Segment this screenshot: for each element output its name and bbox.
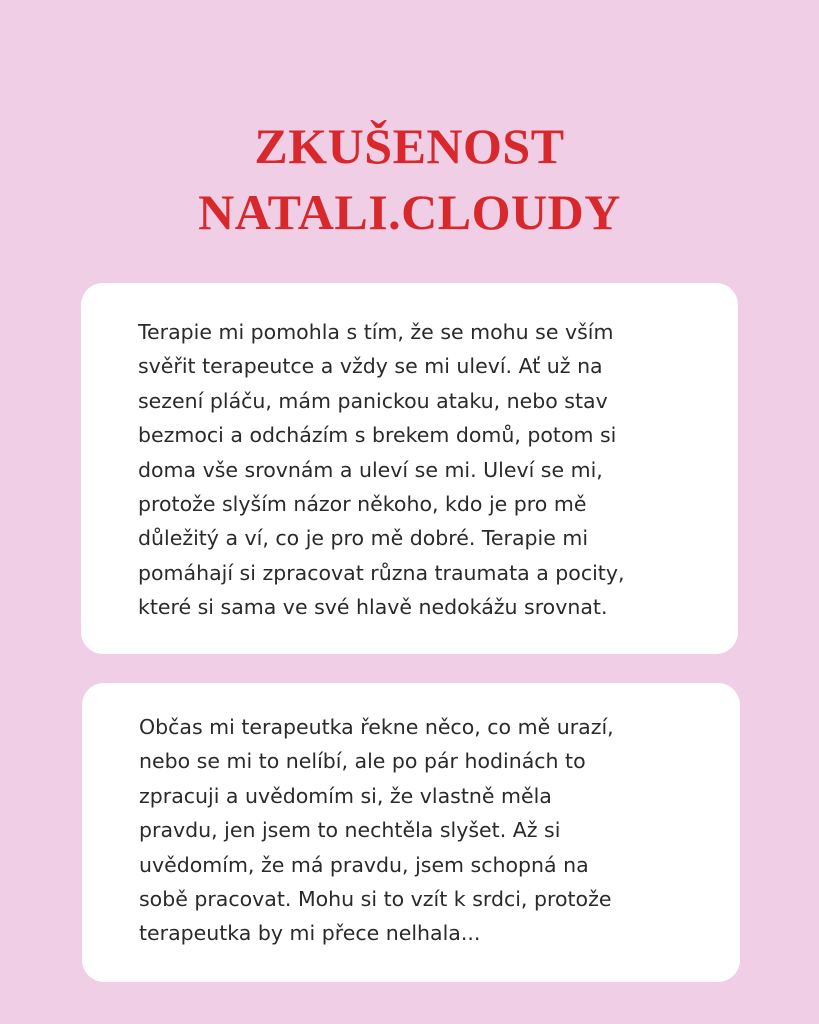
testimonial-card-2	[82, 683, 740, 982]
page-title	[0, 113, 819, 245]
testimonial-text-1: Terapie mi pomohla s tím, že se mohu se vším svěřit terapeutce a vždy se mi uleví. Ať už na sezení pláču, mám panickou ataku, nebo stav bezmoci a odcházím s brekem domů, potom si doma vše srovnám a uleví se mi. Uleví se mi, protože slyším názor někoho, kdo je pro mě důležitý a ví, co je pro mě dobré. Terapie mi pomáhají si zpracovat různa traumata a pocity, které si sama ve své hlavě nedokážu srovnat.	[138, 320, 625, 620]
title-line-2: NATALI.CLOUDY	[198, 184, 621, 240]
title-line-1: ZKUŠENOST	[254, 118, 565, 174]
testimonial-card-1	[81, 283, 738, 654]
testimonial-text-2: Občas mi terapeutka řekne něco, co mě urazí, nebo se mi to nelíbí, ale po pár hodinách to zpracuji a uvědomím si, že vlastně měla pravdu, jen jsem to nechtěla slyšet. Až si uvědomím, že má pravdu, jsem schopná na sobě pracovat. Mohu si to vzít k srdci, protože terapeutka by mi přece nelhala...	[139, 715, 614, 946]
